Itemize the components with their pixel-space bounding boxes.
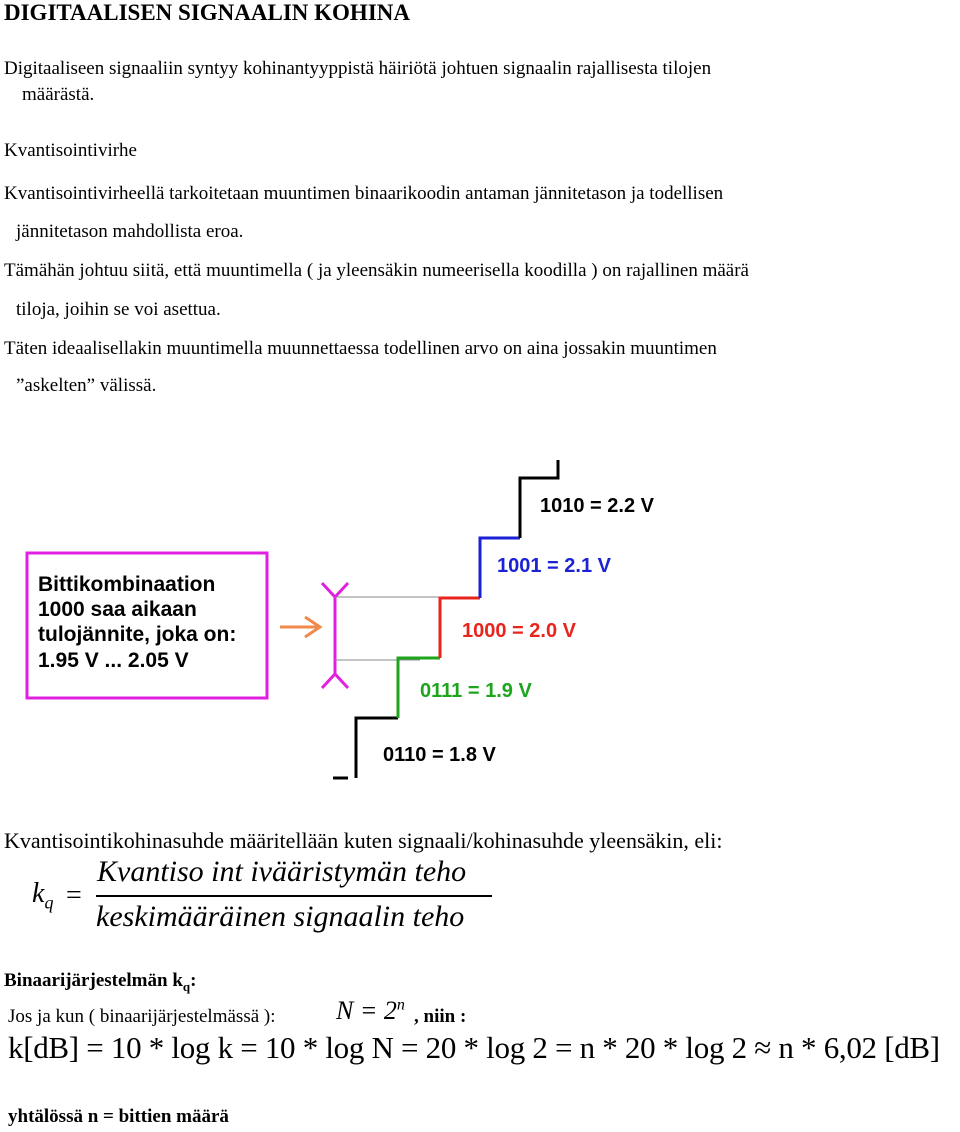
condition-formula: $N = 2^n$ bbox=[336, 996, 405, 1025]
section-heading: Kvantisointivirhe bbox=[4, 140, 137, 161]
formula-1-numerator: Kvantiso int ivääristymän teho bbox=[97, 855, 467, 888]
level-label-1010: 1010 = 2.2 V bbox=[540, 495, 654, 517]
footer-note: yhtälössä n = bittien määrä bbox=[8, 1106, 229, 1127]
condition-tail: , niin : bbox=[414, 1006, 467, 1027]
orange-arrow bbox=[280, 617, 320, 637]
intro-line-1: Digitaaliseen signaaliin syntyy kohinantyyppistä häiriötä johtuen signaalin rajallisesta tilojen bbox=[4, 58, 712, 79]
paragraph-3-line-1: Täten ideaalisellakin muuntimella muunnettaessa todellinen arvo on aina jossakin muuntimen bbox=[4, 338, 717, 359]
quantization-staircase-diagram bbox=[0, 440, 960, 800]
binary-heading: Binaarijärjestelmän $k_q$: bbox=[4, 970, 197, 994]
level-label-1001: 1001 = 2.1 V bbox=[497, 555, 611, 577]
info-box-line-2: 1000 saa aikaan bbox=[38, 598, 197, 621]
info-box-line-1: Bittikombinaation bbox=[38, 573, 216, 596]
level-label-0111: 0111 = 1.9 V bbox=[420, 680, 532, 702]
formula-2: k[dB] = 10 * log k = 10 * log N = 20 * log 2 = n * 20 * log 2 ≈ n * 6,02 [dB] bbox=[8, 1030, 940, 1065]
info-box-line-4: 1.95 V ... 2.05 V bbox=[38, 649, 189, 672]
paragraph-3-line-2: ”askelten” välissä. bbox=[16, 375, 157, 396]
paragraph-1-line-2: jännitetason mahdollista eroa. bbox=[16, 221, 244, 242]
info-box-line-3: tulojännite, joka on: bbox=[38, 623, 237, 646]
intro-line-2: määrästä. bbox=[22, 84, 95, 105]
level-label-0110: 0110 = 1.8 V bbox=[383, 744, 496, 766]
condition-text: Jos ja kun ( binaarijärjestelmässä ): bbox=[8, 1006, 276, 1027]
staircase-line bbox=[333, 460, 558, 778]
formula-1-denominator: keskimääräinen signaalin teho bbox=[96, 900, 465, 933]
fraction-bar bbox=[96, 895, 492, 897]
formula-1-equals: = bbox=[66, 880, 82, 911]
formula-1-lhs: $k_q$ bbox=[32, 878, 54, 913]
level-label-1000: 1000 = 2.0 V bbox=[462, 620, 576, 642]
paragraph-2-line-1: Tämähän johtuu siitä, että muuntimella ( ja yleensäkin numeerisella koodilla ) on rajallinen määrä bbox=[4, 260, 749, 281]
ratio-intro: Kvantisointikohinasuhde määritellään kuten signaali/kohinasuhde yleensäkin, eli: bbox=[4, 828, 723, 853]
page-title: DIGITAALISEN SIGNAALIN KOHINA bbox=[4, 0, 410, 25]
paragraph-2-line-2: tiloja, joihin se voi asettua. bbox=[16, 299, 221, 320]
paragraph-1-line-1: Kvantisointivirheellä tarkoitetaan muuntimen binaarikoodin antaman jännitetason ja todellisen bbox=[4, 183, 724, 204]
